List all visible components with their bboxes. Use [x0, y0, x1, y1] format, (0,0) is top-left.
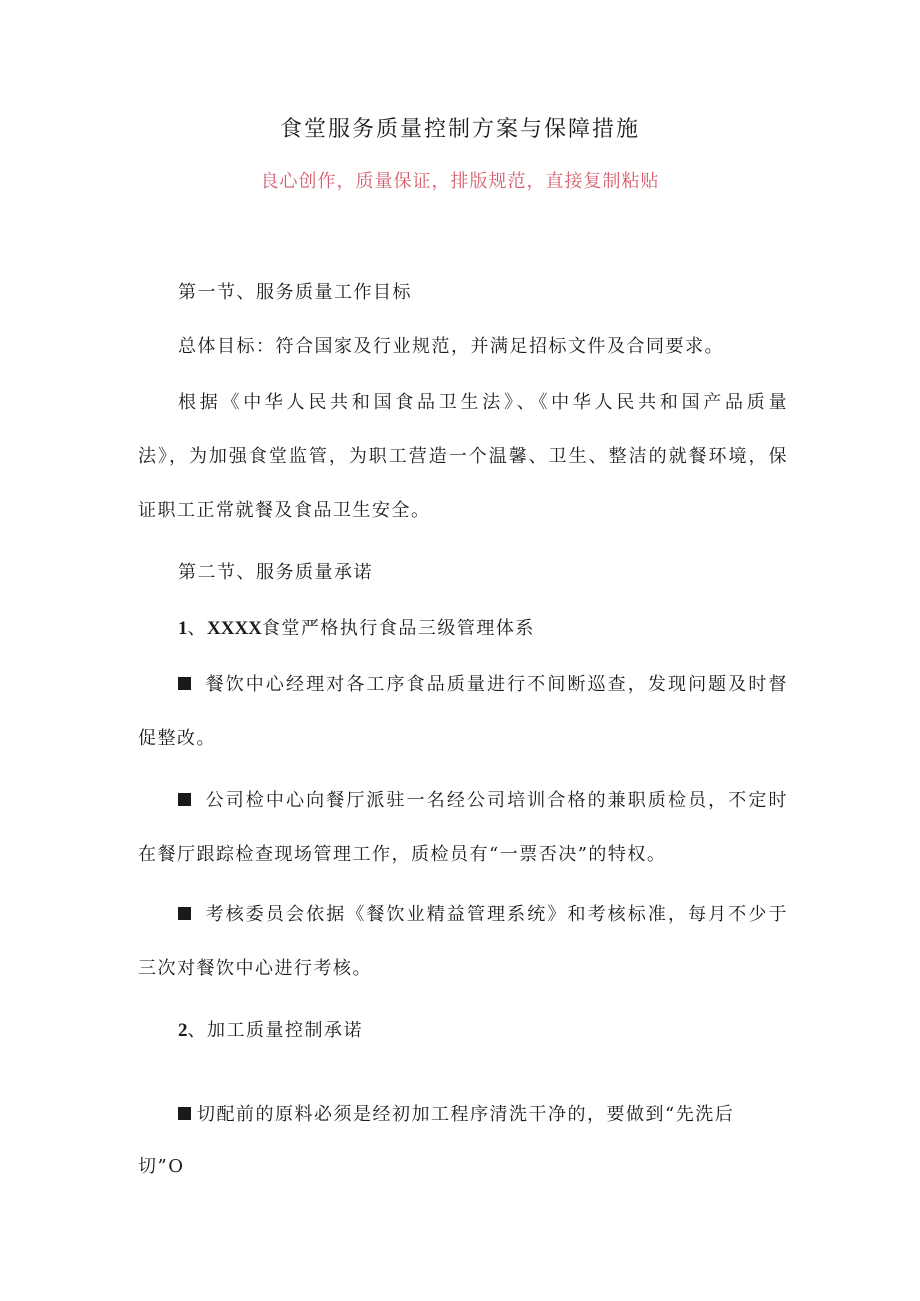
- basis-line-1: 根据《中华人民共和国食品卫生法》、《中华人民共和国产品质量: [178, 392, 788, 413]
- black-square-icon: [178, 677, 191, 690]
- item1-title: 食堂严格执行食品三级管理体系: [261, 618, 535, 639]
- bullet-text-line-1: 考核委员会依据《餐饮业精益管理系统》和考核标准，每月不少于: [205, 904, 788, 925]
- basis-line-2: 法》，为加强食堂监管，为职工营造一个温馨、卫生、整洁的就餐环境，保: [138, 446, 788, 467]
- black-square-icon: [178, 793, 191, 806]
- section1-basis-paragraph: [138, 376, 788, 538]
- item1-bullet-1: [138, 658, 788, 766]
- item2-heading: [138, 1004, 788, 1058]
- bullet-text-line-1: 公司检中心向餐厅派驻一名经公司培训合格的兼职质检员，不定时: [205, 790, 788, 811]
- document-title: 食堂服务质量控制方案与保障措施: [279, 117, 640, 142]
- black-square-icon: [178, 907, 191, 920]
- section1-heading: 第一节、服务质量工作目标: [178, 282, 412, 303]
- bullet-text-line-2: 三次对餐饮中心进行考核。: [138, 958, 372, 979]
- document-subtitle: 良心创作，质量保证，排版规范，直接复制粘贴: [260, 171, 660, 192]
- item1-bullet-3: [138, 888, 788, 996]
- item1-bullet-2: [138, 774, 788, 882]
- section1-goal: 总体目标：符合国家及行业规范，并满足招标文件及合同要求。: [178, 336, 724, 357]
- bullet-text-line-2: 促整改。: [138, 728, 216, 749]
- black-square-icon: [178, 1107, 191, 1120]
- item2-title: 加工质量控制承诺: [207, 1020, 363, 1041]
- item1-separator: 、: [187, 618, 207, 639]
- item2-separator: 、: [187, 1020, 207, 1041]
- item1-number: 1: [178, 618, 188, 639]
- item1-heading: [138, 602, 788, 656]
- basis-line-3: 证职工正常就餐及食品卫生安全。: [138, 500, 431, 521]
- item1-company: XXXX: [207, 618, 262, 639]
- bullet-text-line-1: 餐饮中心经理对各工序食品质量进行不间断巡查，发现问题及时督: [205, 674, 788, 695]
- bullet-text-line-2: 切”O: [138, 1156, 185, 1177]
- item2-number: 2: [178, 1020, 188, 1041]
- item2-bullet-1-continued: [138, 1140, 788, 1194]
- bullet-text-line-2: 在餐厅跟踪检查现场管理工作，质检员有“一票否决”的特权。: [138, 844, 667, 865]
- item2-bullet-1: [138, 1088, 788, 1142]
- section2-heading: 第二节、服务质量承诺: [178, 562, 373, 583]
- bullet-text-line-1: 切配前的原料必须是经初加工程序清洗干净的，要做到“先洗后: [197, 1104, 735, 1125]
